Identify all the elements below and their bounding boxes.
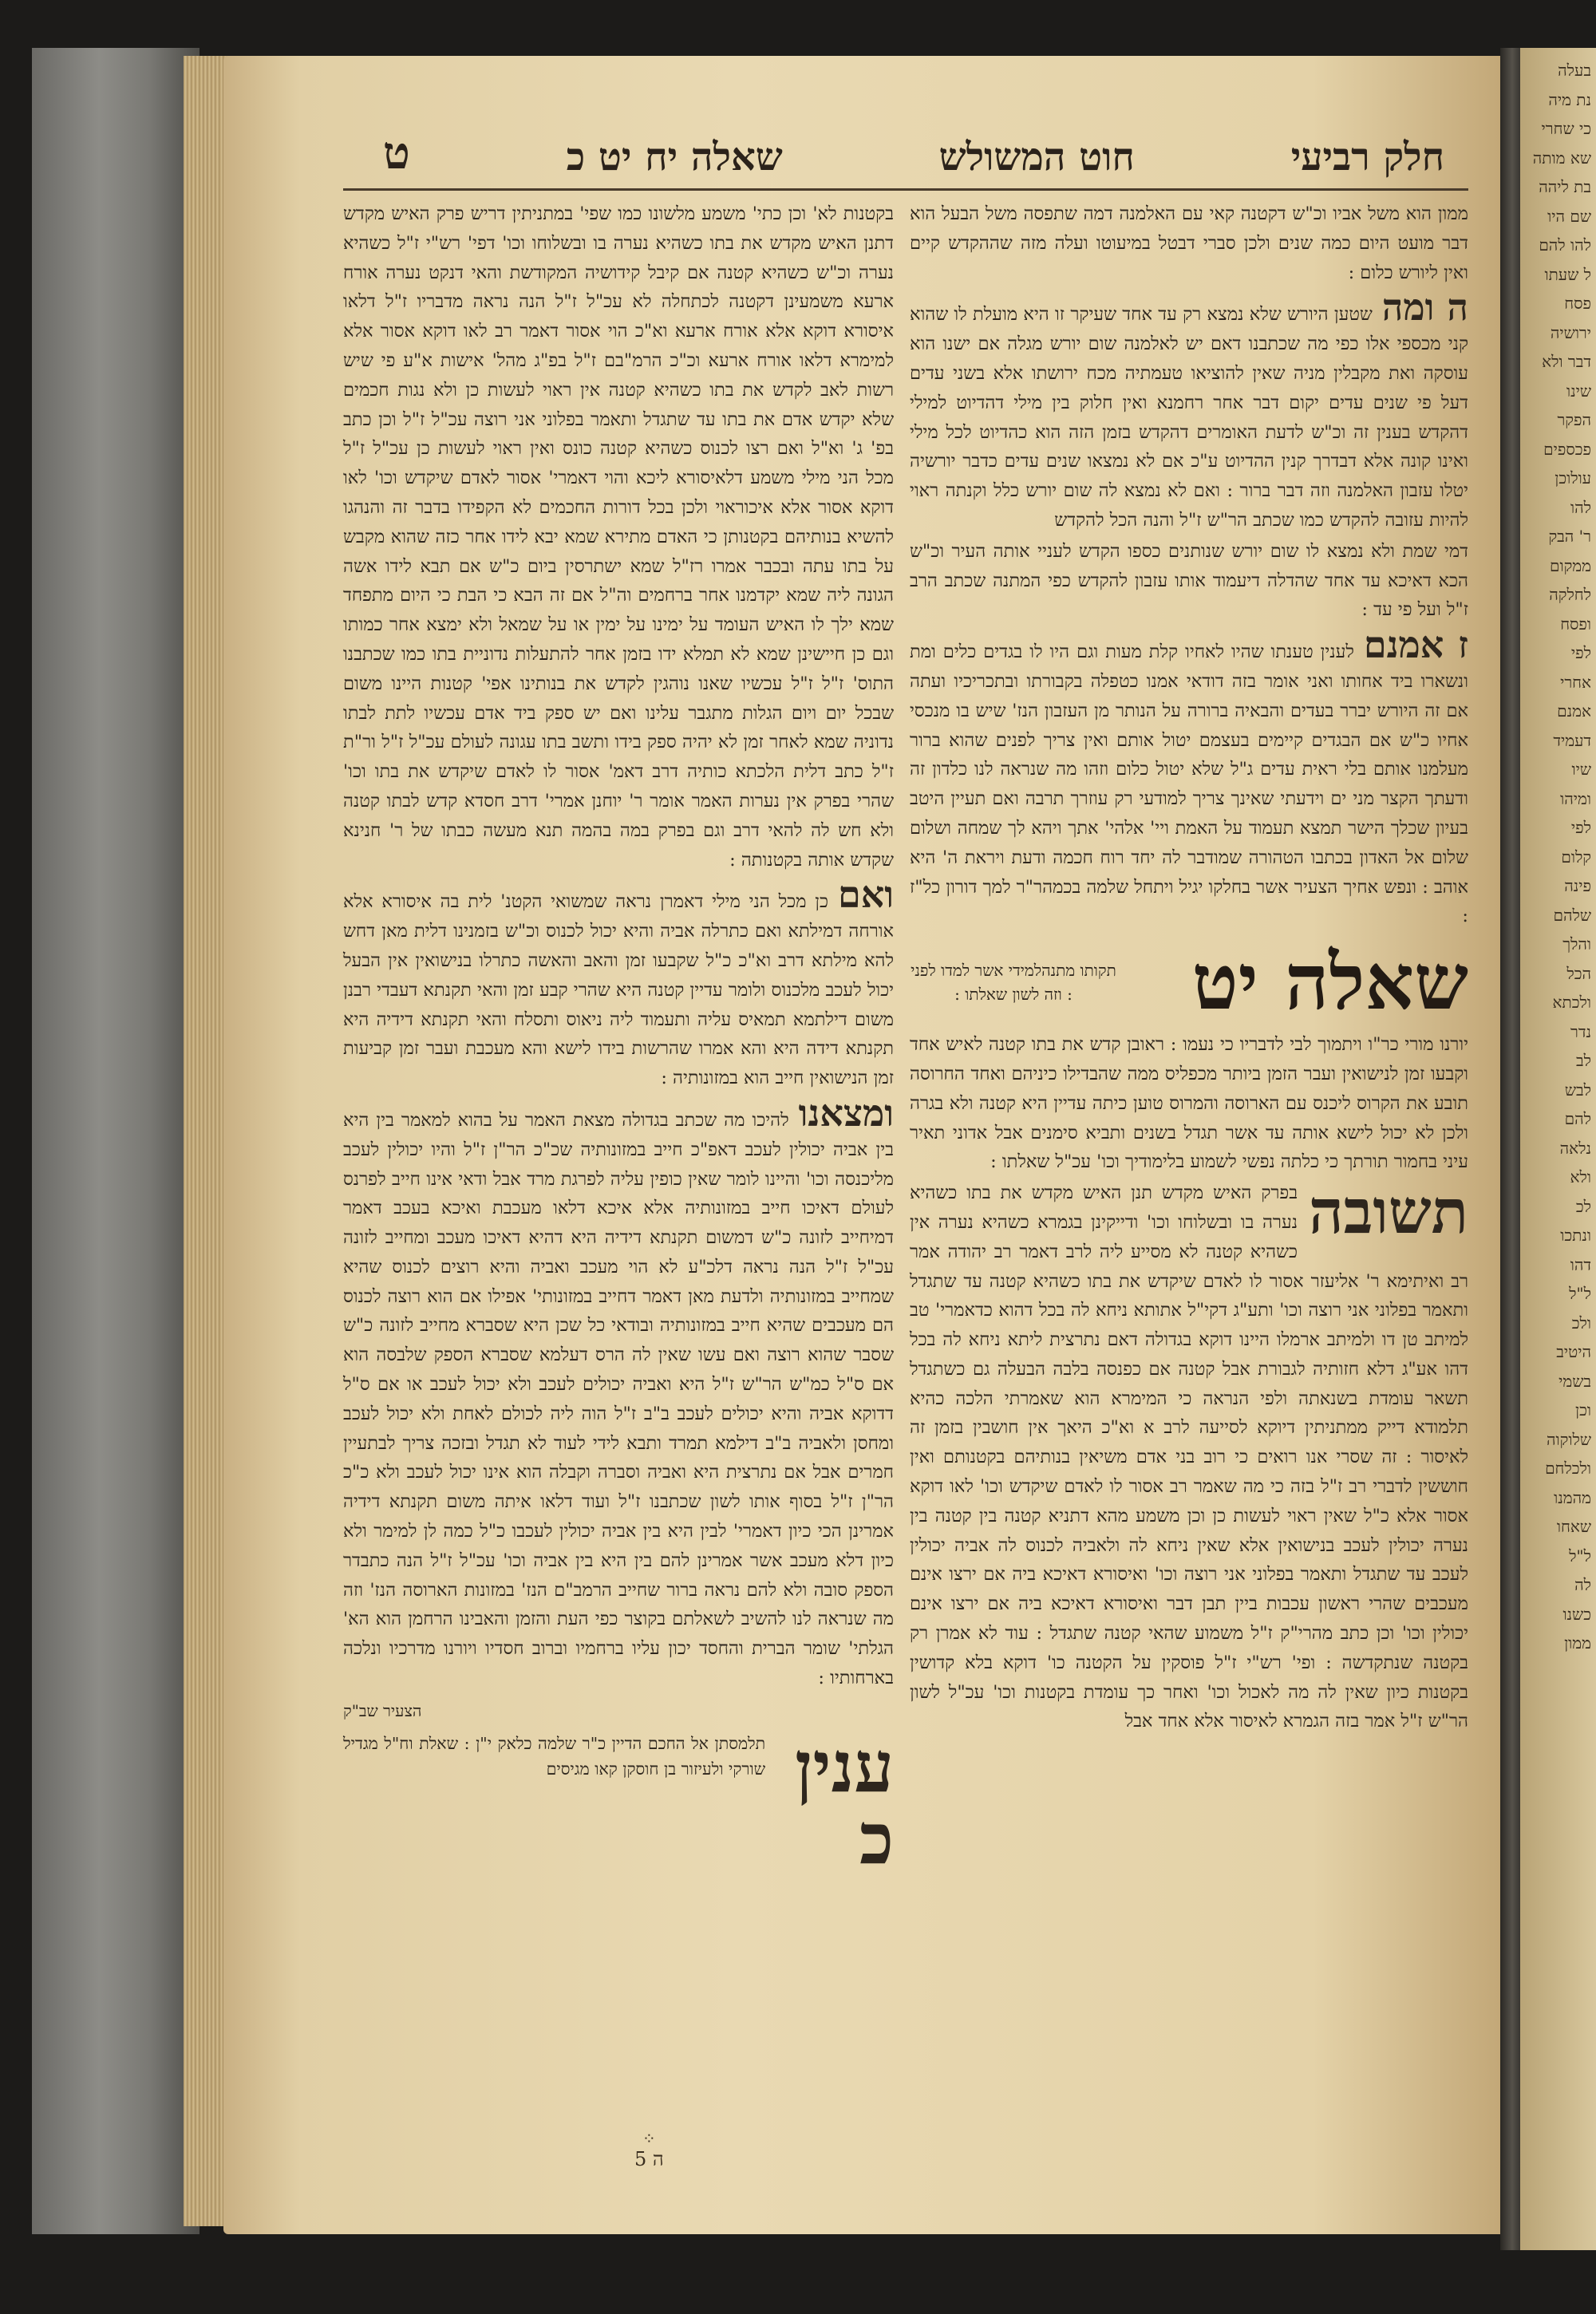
adjacent-page-line: ל שעתו bbox=[1544, 264, 1591, 284]
adjacent-page-line: דעמיד bbox=[1553, 730, 1591, 750]
question-subtitle: תקותו מתנהלמידי אשר למדו לפני : וזה לשון שאלתו : bbox=[911, 961, 1116, 1005]
adjacent-page-line: ולכתא bbox=[1552, 993, 1591, 1012]
adjacent-page-line: ומיהו bbox=[1560, 788, 1591, 808]
adjacent-page-line: נת מיה bbox=[1548, 89, 1591, 109]
adjacent-page-line: ונתכו bbox=[1560, 1226, 1591, 1245]
adjacent-page-line: ולכ bbox=[1571, 1313, 1591, 1333]
running-head-center: חוט המשולש bbox=[938, 135, 1135, 180]
paragraph bbox=[910, 286, 1468, 535]
lead-word: ואם bbox=[837, 873, 894, 917]
adjacent-page-line: פינה bbox=[1564, 876, 1591, 895]
question-title: שאלה יט bbox=[1191, 937, 1468, 1028]
adjacent-page-line: הפקר bbox=[1557, 410, 1591, 429]
text-column-left bbox=[343, 199, 894, 1880]
adjacent-page-line: שא מותה bbox=[1532, 148, 1591, 168]
adjacent-page-line: פכספים bbox=[1543, 439, 1591, 459]
adjacent-page-line: ולכלחם bbox=[1545, 1459, 1591, 1478]
adjacent-page-line: שאחו bbox=[1556, 1517, 1591, 1536]
adjacent-page-line: להו bbox=[1570, 497, 1591, 517]
adjacent-page-line: ופסח bbox=[1560, 614, 1591, 634]
adjacent-page-line: ממון bbox=[1564, 1633, 1591, 1653]
adjacent-page-line: וכן bbox=[1575, 1400, 1591, 1420]
adjacent-page-line: כי שחרי bbox=[1541, 119, 1591, 138]
book-binding bbox=[32, 48, 200, 2234]
paragraph bbox=[909, 623, 1469, 931]
signature-mark-text: ה 5 bbox=[634, 2148, 664, 2170]
adjacent-page-line: כשנו bbox=[1562, 1604, 1591, 1624]
running-head bbox=[383, 124, 1444, 180]
adjacent-page-line: להו להם bbox=[1539, 235, 1591, 255]
adjacent-page-line: לבש bbox=[1564, 1080, 1591, 1100]
paragraph-text: להיכו מה שכתב בגדולה מצאת האמר על בהוא למאמר בין היא בין אביה יכולין לעכב דאפ"כ חייב במזונותיה שכ"כ הר"ן ז"ל והיו יכולין לעכב מליכנסה וכו' והיינו לומר שאין כופין עליה לפרגת מרד אבל ודאי אינו חייב לפרנס לעולם דאיכו חייב במזונותיה אלא איכא דלאו מעכבת ואיכא בעכב דאמר דמיחייב לזונה כ"ש דמשום תקנתא דידיה היא דהיא דאיכו מעכב ומחייב לזונה עכ"ל ז"ל הנה נראה דלכ"ע לא הוי מעכב ואביה והיא רוצים לכנוס שהיא שמחייב במזונותיה ולדעת מאן דאמר דחייב במזונותי' אפילו אם הוא רוצה לכנוס הם מעכבים שהיא חייב במזונותיה ובודאי כל שכן היא שסברא מחייב לזונה כ"ש שסבר שהוא רוצה ואם עשו שאין לה הרס דעלמא שסברא הספק שלבסה הוא אם ס"ל כמ"ש הר"ש ז"ל היא ואביה יכולים לעכב ולא יכול לעכב או אם ס"ל דדוקא אביה והיא יכולים לעכב ב"ב ז"ל הוה ליה לכולם לאחת ולא יכול לעכב ומחסן ולאביה ב"ב דילמא תמרד ותבא לידי לעוד לא תגדל ובזכה צריך לבתעיין חמרים אבל אם נתרצית היא ואביה וסברה וקבלה הוא אינו יכול לעכב ולא כ"כ הר"ן ז"ל בסוף אותו לשון שכתבנו ז"ל ועוד דלאו איתה משום תקנתא דידיה אמרינן הכי כיון דאמרי' לבין היא בין אביה יכולין לעכבו כ"ל כמה לן למימר ולא כיון דלא מעכב אשר אמרינן להם בין היא בין אביה וכו' עכ"ל ז"ל הנה כתבדר הספק סובה ולא להם נראה ברור שחייב הרמב"ם הנז' במזונות הארוסה הנז' וזה מה שנראה לנו להשיב לשאלתם בקוצר כפי העת והזמן והאבינו הרחמן הוא הא' הגלתי' שומר הברית והחסד יכון עליו ברחמיו וברוב חסדיו ויורנו מדרכיו ונלכה בארחותיו : bbox=[343, 1109, 894, 1689]
adjacent-page-line: לפי bbox=[1570, 643, 1591, 662]
adjacent-page-line: לפי bbox=[1570, 818, 1591, 837]
lead-word: ה ומה bbox=[1381, 286, 1468, 330]
adjacent-page-line: עולוכן bbox=[1555, 468, 1591, 488]
paragraph: יורנו מורי כר"ו ויתמוך לבי לדבריו כי נעמו : ראובן קדש את בתו קטנה לאיש אחד וקבעו זמן לנישואין ועבר הזמן ביותר מכפליס ממה שהבדילו כיניהם ואחד החרוסה תובע את הקרוס ליכנס עם הארוסה והמרוס טוען כיתה עדיין היא קטנה ולא בגרה ולכן לא יכול לישא אותה עד אשר תגדל בשנים ותביא סימנים אבל אדוני תאיר עיני בחמור תורתך כי כלתה נפשי לשמוע בלימודיך וכו' עכ"ל שאלתו : bbox=[910, 1034, 1468, 1173]
section-title: ענין כ bbox=[795, 1724, 894, 1880]
paragraph-text: לענין טענתו שהיו לאחיו קלת מעות וגם היו לו בגדים כלים ומת ונשארו ביד אחותו ואני אומר בזה דודאי אמנו כטפלה בקבורתו ובתכריכיו ועתה אם זה היורש יברר בעדים והבאיה ברורה על הנותר מן העזבון הנז' שיש בו מנכסי אחיו כ"ש אם הבגדים קיימים בעצמם יטול אותם ואין צריך לפנים שהוא ברור מעלמנו אותם בלי ראית עדים ג"ל שלא יטול כלום וזהו מה שנראה לנו כלדון זה ודעתך הקצר מני ים וידעתי שאינך צריך למודעי רק עוזרך תרבה ואם תעיין היטב בעיון שכלך הישר תמצא תעמוד על האמת ויי' אלהי' אתך ויהא לך שמחה ושלום שלום אל האדון בכתבו הטהורה שמודבר לה יחד רוח חכמה ודעת ויראת ה' היא אוהב : ונפש אחיך הצעיר אשר בחלקו יגיל ויתחל שלמה בכמהר"ר למך דורון כל"ז : bbox=[909, 642, 1468, 927]
paragraph-text: שטען היורש שלא נמצא רק עד אחד שעיקר זו היא מועלת לו שהוא קני מכספי אלו כפי מה שכתבנו דאם יש לאלמנה שום יורש מגלה אם ישנו הוא עוסקה ואת מקבלין מניה שאין להוציאו טעמתיה מכח ירושתו אלא בשני עדים דעל פי שנים עדים יקום דבר אחר רחמנא ואין חלוק בין מילי דהדיוט למילי דהקדש בענין זה וכ"ש לדעת האומרים דהקדש בזמן הזה הוא כהדיוט לכל מילי ואינו קונה אלא דבדרך קנין ההדיוט ע"כ אם לא נמצאו שנים עדים כדבר יורשיה יטלו עזבון האלמנה וזה דבר ברור : ואם לא נמצא לה שום יורש כלל וקנתה ראוי להיות עזובה להקדש כמו שכתב הר"ש ז"ל והנה הכל להקדש bbox=[910, 304, 1468, 531]
ornament-dots: ⁘ bbox=[642, 2129, 656, 2148]
signature-line: הצעיר שב"ק bbox=[343, 1700, 422, 1720]
adjacent-page-line: קלום bbox=[1561, 847, 1591, 867]
adjacent-page-line: לכ bbox=[1575, 1196, 1591, 1216]
running-head-right: חלק רביעי bbox=[1290, 135, 1444, 180]
adjacent-page-line: דבר ולא bbox=[1542, 352, 1591, 371]
adjacent-page-line: אמנם bbox=[1557, 701, 1591, 721]
adjacent-page-line: היטיב bbox=[1556, 1342, 1591, 1361]
adjacent-page-line: ממקום bbox=[1549, 555, 1591, 575]
lead-word: ומצאנו bbox=[798, 1091, 894, 1135]
adjacent-page-line: ירושיה bbox=[1550, 322, 1591, 342]
paragraph bbox=[910, 1176, 1468, 1736]
paragraph-text: בפרק האיש מקדש תנן האיש מקדש את בתו כשהיא נערה בו ובשלוחו וכו' ודייקינן בגמרא כשהיא נערה אין כשהיא קטנה לא מסייע ליה לרב דאמר רב יהודה אמר רב ואיתימא ר' אליעזר אסור לו לאדם שיקדש את בתו כשהיא קטנה עד שתגדל ותאמר בפלוני אני רוצה וכו' ותע"ג דקי"ל אתותא ניחא לה בכל דהוא כדאמרי' טב למיתב טן דו ולמיתב ארמלו היינו דוקא בגדולה דאם נתרצית ליתא ניחא לה בכל דהו אע"ג דלא חזותיה לגבורת אבל קטנה אם כפנסה בלבה הבעלה גם כשתגדל תשאר עומדת בשנאתה ולפי הנראה כי המימרא הוא שאמרתי הלכה כהיא תלמודא דייק ממתניתין דיוקא לסייעה לרב א וא"כ היאך אין חושבין בזמן זה לאיסור : זה שסרי אנו רואים כי רוב בני אדם משיאין בנותיהם בקטנותם ואין חוששין לדברי רב ז"ל בזה כי מה שאמר רב אסור לו לאדם שיקדש וכו' לאו דוקא אסור אלא כ"ל שאין ראוי לעשות כן וכן משמע מהא דתניא קטנה בין קטנה בין נערה יכולין לעכב בנישואין אלא שאין ניחא לה ולאביה לכנוס לה אביה יכולין לעכב עד שתגדל ותאמר בפלוני אני רוצה וכו' ואיסורא דאיכא ביה אם ירצו אינם מעכבים שהרי ראשון עכבות ביין תבן דבר ואיסורא דאיכא ביה אם ירצו אינם יכולין וכו' וכן כתב מהרי"ק ז"ל משמוע שהאי קטנה שתגדל : עוד לא אמרן רק בקטנה שנתקדשה : ופי' רש"י ז"ל פוסקין על הקטנה כו' דוקא בלא קדושין בקטנות כיון שאין לה מה לאכול וכו' ואחר כך עומדת בקטנות וכו' עכ"ל לשון הר"ש ז"ל אמר בזה הגמרא לאיסור אלא אחד אבל bbox=[910, 1183, 1468, 1732]
adjacent-page-line: בעלה bbox=[1558, 61, 1591, 80]
adjacent-page-line: שינו bbox=[1566, 381, 1591, 401]
lead-word: ז אמנם bbox=[1363, 623, 1469, 667]
running-head-left: שאלה יח יט כ bbox=[566, 135, 783, 180]
paragraph: ממון הוא משל אביו וכ"ש דקטנה קאי עם האלמנה דמה שתפסה משל הבעל הוא דבר מועט היום כמה שנים ולכן סברי דבטל במיעוטו ועלה מזה שההקדש קיים ואין ליורש כלום : bbox=[910, 203, 1468, 283]
adjacent-page bbox=[1520, 48, 1596, 2250]
answer-heading: תשובה bbox=[1309, 1176, 1468, 1248]
paragraph: דמי שמת ולא נמצא לו שום יורש שנותנים כספו הקדש לעניי אותה העיר וכ"ש הכא דאיכא עד אחד שהדלה דיעמוד אותו עזבון להקדש כפי המתנה שכתב הרב ז"ל ועל פי עד : bbox=[910, 540, 1468, 621]
adjacent-page-line: לחלקה bbox=[1549, 585, 1591, 604]
adjacent-page-line: ל"ל bbox=[1569, 1546, 1591, 1566]
adjacent-page-line: נדר bbox=[1570, 1021, 1591, 1041]
adjacent-page-line: שם היו bbox=[1547, 206, 1591, 226]
signature-mark bbox=[634, 2129, 664, 2171]
paragraph bbox=[343, 1091, 894, 1693]
paragraph-text: כן מכל הני מילי דאמרן נראה שמשואי הקטנ' לית בה איסורא אלא אורחה דמילתא ואם כתרלה אביה והיא יכול לכנוס וכ"ש בזמנינו דלית מאן דחש להא מילתא דרב וא"כ כ"ל שקבעו זמן והאב והאשה כתרלו בנישואין אין הבעל יכול לעכב מלכנוס ולומר עדיין קטנה היא שהרי קבע זמן והאי תקנתא דעבדי רבנן משום דילתמא תמאיס עליה ותעמוד ליה ניאוס ותסלח והאי תקנתא דידיה היא תקנתא דידה היא והא אמרו שהרשות בידו לישא והא מעכבת ועבר זמן קביעות זמן הנישואין חייב הוא במזונותיה : bbox=[343, 891, 894, 1089]
paragraph: בקטנות לא' וכן כתי' משמע מלשונו כמו שפי' במתניתין דריש פרק האיש מקדש דתנן האיש מקדש את בתו כשהיא נערה בו ובשלוחו וכו' דפי' רש"י ז"ל כשהיא נערה וכ"ש כשהיא קטנה אם קיבל קידושיה המקודשת והאי דנקט נערה אורח ארעא משמעינן דקטנה לכתחלה לא עכ"ל ז"ל הנה נראה מדבריו ז"ל דלאו איסורא דוקא אלא אורח ארעא וא"כ הוי אסור דאמר רב לאו דוקא אסור אלא למימרא דלאו אורח ארעא וכ"כ הרמ"בם ז"ל בפ"ג מהל' אישות א"ע פי שיש רשות לאב לקדש את בתו כשהיא קטנה אין ראוי לעשות כן ולא נגות חכמים שלא יקדש אדם את בתו עד שתגדל ותאמר בפלוני אני רוצה עכ"ל ז"ל וכן כתב בפ' ג' וא"ל ואם רצו לכנוס כשהיא קטנה כונס ואין ראוי לעשות כן עכ"ל ז"ל מכל הני מילי משמע דלאיסורא ליכא והוי דאמרי' אסור לאדם שיקדש וכו' לאו דוקא אסור אלא איכוראוי ולכן בכל דורות החכמים לא הקפידו בדבר זה והנהגו להשיא בנותיהם בקטנותן כי האדם מתירא שמא יבא לידו אחר כזה שהוא מקבש על בתו עתה ובכבר אמרו רז"ל שמא ישתרסין ביום כ"ש אם תבא לידו אשה הגונה ליה שמא יקדמנו אחר ברחמים וה"ל אם זה הבא כי הבת כי היום מתפחד שמא ילך לו האיש העומד על ימינו על ימין או על שמאל ולא ימצא אחר כמותו וגם כן חיישינן שמא לא תמלא ידו בזמן אחר להתעלות נדוניית בתו כמו שכתבנו התוס' ז"ל ז"ל עכשיו שאנו נוהגין לקדש את בנותינו אפי' קטנות היינו משום שבכל יום ויום הגלות מתגבר עלינו ואם יש ספק ביד אדם עכשיו לתת לבתו נדוניה שמא לאחר זמן לא יהיה ספק בידו ותשב בתו עגונה לעולם עכ"ל ז"ל ור"ת ז"ל כתב דלית הלכתא כותיה דרב דאמ' אסור לו לאדם שיקדש את בתו וכו' שהרי בפרק אין נערות האמר אומר ר' יוחנן אמרי' דרב חסדא קדש לבתו קטנה ולא חש לה להאי דרב וגם בפרק במה בהמה תנא מעשה כבתו של ר' חנינא שקדש אותה בקטנותה : bbox=[343, 203, 894, 871]
adjacent-page-line: אחרי bbox=[1560, 672, 1591, 692]
adjacent-page-line: בת ליהה bbox=[1539, 177, 1591, 196]
adjacent-page-line: ולא bbox=[1570, 1167, 1591, 1187]
adjacent-page-line: נלאה bbox=[1559, 1138, 1591, 1158]
adjacent-page-line: ל"ל bbox=[1569, 1284, 1591, 1303]
question-heading bbox=[910, 937, 1468, 1028]
adjacent-page-line: להם bbox=[1564, 1109, 1591, 1128]
paragraph bbox=[343, 873, 894, 1093]
adjacent-page-line: בשמי bbox=[1558, 1371, 1591, 1391]
adjacent-page-line: והלך bbox=[1562, 934, 1591, 954]
adjacent-page-line: שלהם bbox=[1553, 905, 1591, 925]
header-rule bbox=[343, 188, 1468, 191]
adjacent-page-line: שלוקוה bbox=[1547, 1429, 1591, 1449]
adjacent-page-line: מהמנו bbox=[1554, 1487, 1591, 1507]
adjacent-page-line: הכל bbox=[1566, 963, 1591, 983]
adjacent-page-text bbox=[1520, 48, 1596, 1658]
adjacent-page-line: לה bbox=[1574, 1575, 1591, 1594]
text-column-right bbox=[910, 199, 1468, 1738]
adjacent-page-line: פסח bbox=[1564, 294, 1591, 313]
adjacent-page-line: דהו bbox=[1570, 1254, 1591, 1274]
section-heading bbox=[343, 1724, 894, 1880]
adjacent-page-line: שיו bbox=[1571, 760, 1591, 779]
adjacent-page-line: לב bbox=[1576, 1051, 1591, 1070]
adjacent-page-line: ר' הבק bbox=[1548, 527, 1591, 546]
section-intro: תלמסתן אל החכם הדיין כ"ר שלמה כלאק י"ן : שאלת וח"ל מגדיל שורקי ולעיזור בן חוסקן קאו מגיסים bbox=[343, 1733, 766, 1779]
folio-letter: ט bbox=[383, 127, 410, 180]
